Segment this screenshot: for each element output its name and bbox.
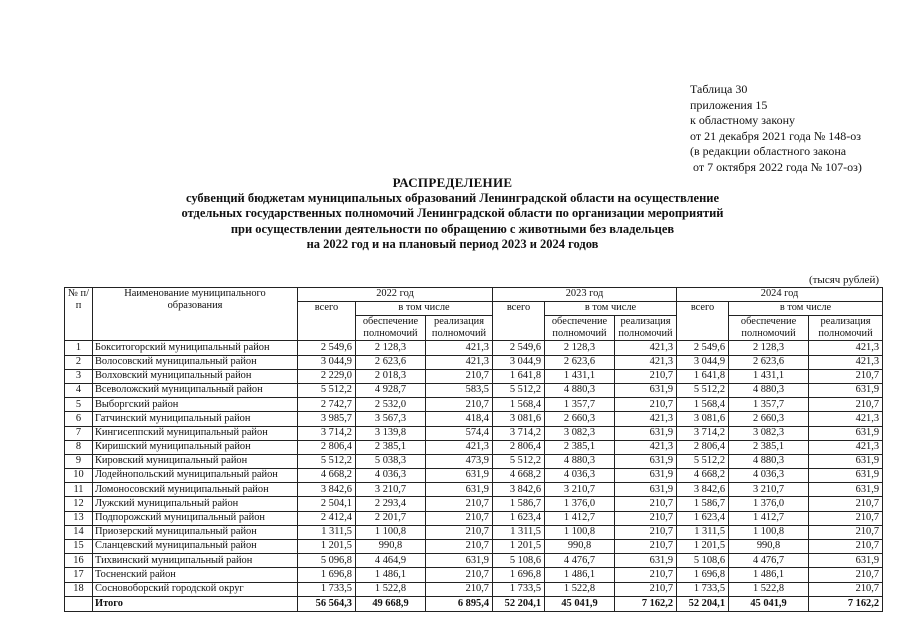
row-name: Приозерский муниципальный район <box>93 525 298 539</box>
row-value: 1 201,5 <box>298 540 356 554</box>
row-name: Лодейнопольский муниципальный район <box>93 469 298 483</box>
heading-line: на 2022 год и на плановый период 2023 и 2024 годов <box>306 237 599 251</box>
reference-line: приложения 15 <box>690 97 768 112</box>
row-value: 210,7 <box>809 568 883 582</box>
row-value: 3 567,3 <box>356 412 426 426</box>
header-sub-provision: обеспечение полномочий <box>356 316 426 341</box>
row-value: 3 714,2 <box>677 426 729 440</box>
document-title: РАСПРЕДЕЛЕНИЕ <box>392 175 513 190</box>
total-label: Итого <box>93 596 298 611</box>
header-total: всего <box>298 302 356 341</box>
row-number: 4 <box>65 383 93 397</box>
row-value: 1 486,1 <box>356 568 426 582</box>
row-value: 1 100,8 <box>729 525 809 539</box>
row-value: 3 842,6 <box>493 483 545 497</box>
row-value: 1 311,5 <box>298 525 356 539</box>
row-value: 3 081,6 <box>677 412 729 426</box>
row-value: 2 201,7 <box>356 511 426 525</box>
row-value: 1 586,7 <box>677 497 729 511</box>
row-value: 210,7 <box>615 369 677 383</box>
row-value: 210,7 <box>426 540 493 554</box>
table-row <box>65 469 883 483</box>
row-value: 4 464,9 <box>356 554 426 568</box>
row-value: 1 522,8 <box>729 582 809 596</box>
row-value: 631,9 <box>615 483 677 497</box>
row-value: 5 512,2 <box>677 454 729 468</box>
row-value: 4 036,3 <box>356 469 426 483</box>
row-value: 421,3 <box>426 341 493 355</box>
row-number: 11 <box>65 483 93 497</box>
row-value: 210,7 <box>426 369 493 383</box>
table-row <box>65 426 883 440</box>
row-value: 2 018,3 <box>356 369 426 383</box>
row-value: 2 504,1 <box>298 497 356 511</box>
header-sub-implementation: реализация полномочий <box>615 316 677 341</box>
row-value: 421,3 <box>809 440 883 454</box>
row-value: 1 357,7 <box>729 398 809 412</box>
row-value: 210,7 <box>615 511 677 525</box>
row-value: 5 512,2 <box>298 454 356 468</box>
table-row <box>65 582 883 596</box>
table-row <box>65 341 883 355</box>
row-name: Сланцевский муниципальный район <box>93 540 298 554</box>
row-value: 210,7 <box>615 525 677 539</box>
row-value: 631,9 <box>809 469 883 483</box>
row-value: 2 293,4 <box>356 497 426 511</box>
row-value: 2 385,1 <box>356 440 426 454</box>
row-value: 2 742,7 <box>298 398 356 412</box>
row-number: 1 <box>65 341 93 355</box>
header-total: всего <box>493 302 545 341</box>
total-value: 6 895,4 <box>426 596 493 611</box>
row-value: 1 586,7 <box>493 497 545 511</box>
header-num: № п/п <box>65 288 93 341</box>
row-value: 631,9 <box>809 454 883 468</box>
row-number: 9 <box>65 454 93 468</box>
row-value: 2 549,6 <box>298 341 356 355</box>
row-name: Кировский муниципальный район <box>93 454 298 468</box>
header-incl: в том числе <box>545 302 677 316</box>
table-row <box>65 440 883 454</box>
row-number: 18 <box>65 582 93 596</box>
row-number: 14 <box>65 525 93 539</box>
row-value: 631,9 <box>809 554 883 568</box>
row-value: 4 668,2 <box>677 469 729 483</box>
row-value: 1 357,7 <box>545 398 615 412</box>
row-value: 5 096,8 <box>298 554 356 568</box>
table-row <box>65 355 883 369</box>
row-value: 210,7 <box>809 398 883 412</box>
row-value: 631,9 <box>809 383 883 397</box>
header-sub-implementation: реализация полномочий <box>426 316 493 341</box>
row-number: 5 <box>65 398 93 412</box>
row-value: 210,7 <box>615 568 677 582</box>
row-value: 631,9 <box>426 469 493 483</box>
reference-block <box>690 82 862 175</box>
row-value: 3 044,9 <box>677 355 729 369</box>
row-value: 1 568,4 <box>493 398 545 412</box>
table-row <box>65 398 883 412</box>
row-number: 15 <box>65 540 93 554</box>
row-value: 2 623,6 <box>356 355 426 369</box>
heading-line: субвенций бюджетам муниципальных образований Ленинградской области на осуществление <box>185 190 720 205</box>
header-total: всего <box>677 302 729 341</box>
header-sub-implementation: реализация полномочий <box>809 316 883 341</box>
row-value: 421,3 <box>809 341 883 355</box>
row-value: 1 486,1 <box>545 568 615 582</box>
reference-line: (в редакции областного закона <box>690 144 847 158</box>
distribution-table <box>64 287 883 612</box>
row-value: 4 928,7 <box>356 383 426 397</box>
reference-line: Таблица 30 <box>690 82 748 96</box>
row-value: 990,8 <box>545 540 615 554</box>
row-value: 5 108,6 <box>677 554 729 568</box>
row-number: 10 <box>65 469 93 483</box>
row-value: 421,3 <box>615 341 677 355</box>
row-value: 1 623,4 <box>677 511 729 525</box>
row-name: Бокситогорский муниципальный район <box>93 341 298 355</box>
row-number: 12 <box>65 497 93 511</box>
row-value: 4 880,3 <box>729 454 809 468</box>
row-value: 631,9 <box>809 483 883 497</box>
row-value: 5 512,2 <box>493 383 545 397</box>
row-name: Лужский муниципальный район <box>93 497 298 511</box>
row-value: 1 696,8 <box>298 568 356 582</box>
table-row <box>65 525 883 539</box>
row-value: 631,9 <box>615 554 677 568</box>
row-value: 631,9 <box>426 554 493 568</box>
row-value: 3 082,3 <box>545 426 615 440</box>
row-value: 3 044,9 <box>493 355 545 369</box>
row-value: 210,7 <box>615 582 677 596</box>
row-value: 2 532,0 <box>356 398 426 412</box>
row-value: 1 522,8 <box>356 582 426 596</box>
row-value: 5 512,2 <box>677 383 729 397</box>
row-value: 1 696,8 <box>677 568 729 582</box>
row-value: 210,7 <box>426 497 493 511</box>
row-value: 631,9 <box>426 483 493 497</box>
total-value: 45 041,9 <box>545 596 615 611</box>
total-value: 56 564,3 <box>298 596 356 611</box>
row-value: 1 311,5 <box>493 525 545 539</box>
row-number: 7 <box>65 426 93 440</box>
row-value: 210,7 <box>426 582 493 596</box>
table-body <box>65 341 883 611</box>
row-value: 421,3 <box>615 412 677 426</box>
row-value: 3 044,9 <box>298 355 356 369</box>
row-value: 2 412,4 <box>298 511 356 525</box>
row-value: 210,7 <box>809 582 883 596</box>
row-value: 3 985,7 <box>298 412 356 426</box>
row-value: 631,9 <box>615 469 677 483</box>
row-value: 210,7 <box>615 497 677 511</box>
row-value: 1 412,7 <box>545 511 615 525</box>
row-value: 2 385,1 <box>729 440 809 454</box>
row-value: 2 806,4 <box>493 440 545 454</box>
row-value: 3 082,3 <box>729 426 809 440</box>
total-value: 7 162,2 <box>615 596 677 611</box>
row-value: 583,5 <box>426 383 493 397</box>
row-name: Тосненский район <box>93 568 298 582</box>
row-value: 421,3 <box>426 440 493 454</box>
row-value: 1 733,5 <box>493 582 545 596</box>
row-value: 2 806,4 <box>298 440 356 454</box>
row-value: 631,9 <box>615 426 677 440</box>
units-label: (тысяч рублей) <box>808 274 879 286</box>
row-value: 1 376,0 <box>729 497 809 511</box>
row-value: 631,9 <box>809 426 883 440</box>
row-value: 210,7 <box>426 568 493 582</box>
row-value: 4 476,7 <box>729 554 809 568</box>
row-value: 2 128,3 <box>729 341 809 355</box>
total-row <box>65 596 883 611</box>
reference-line: к областному закону <box>690 113 796 127</box>
row-value: 4 668,2 <box>493 469 545 483</box>
row-value: 421,3 <box>615 440 677 454</box>
row-value: 631,9 <box>615 383 677 397</box>
row-value: 2 549,6 <box>677 341 729 355</box>
row-name: Выборгский район <box>93 398 298 412</box>
row-value: 1 641,8 <box>493 369 545 383</box>
row-name: Подпорожский муниципальный район <box>93 511 298 525</box>
table-row <box>65 511 883 525</box>
row-value: 1 431,1 <box>729 369 809 383</box>
row-value: 1 100,8 <box>545 525 615 539</box>
row-value: 4 880,3 <box>545 454 615 468</box>
row-value: 4 880,3 <box>545 383 615 397</box>
row-value: 210,7 <box>809 525 883 539</box>
row-name: Гатчинский муниципальный район <box>93 412 298 426</box>
row-value: 1 486,1 <box>729 568 809 582</box>
row-value: 574,4 <box>426 426 493 440</box>
row-value: 1 412,7 <box>729 511 809 525</box>
table-row <box>65 540 883 554</box>
row-name: Киришский муниципальный район <box>93 440 298 454</box>
row-value: 2 128,3 <box>545 341 615 355</box>
total-value: 52 204,1 <box>677 596 729 611</box>
row-value: 3 081,6 <box>493 412 545 426</box>
row-value: 210,7 <box>809 540 883 554</box>
row-number: 3 <box>65 369 93 383</box>
header-incl: в том числе <box>356 302 493 316</box>
row-number: 8 <box>65 440 93 454</box>
row-value: 2 660,3 <box>729 412 809 426</box>
header-incl: в том числе <box>729 302 883 316</box>
total-value: 45 041,9 <box>729 596 809 611</box>
row-value: 2 229,0 <box>298 369 356 383</box>
row-value: 990,8 <box>729 540 809 554</box>
row-value: 1 696,8 <box>493 568 545 582</box>
row-value: 421,3 <box>615 355 677 369</box>
reference-line: от 7 октября 2022 года № 107-оз) <box>690 159 862 174</box>
row-value: 1 522,8 <box>545 582 615 596</box>
row-value: 1 568,4 <box>677 398 729 412</box>
row-value: 421,3 <box>426 355 493 369</box>
header-name: Наименование муниципального образования <box>93 288 298 341</box>
table-row <box>65 568 883 582</box>
row-value: 1 431,1 <box>545 369 615 383</box>
row-value: 210,7 <box>615 540 677 554</box>
row-value: 418,4 <box>426 412 493 426</box>
row-value: 210,7 <box>426 398 493 412</box>
heading-line: отдельных государственных полномочий Ленинградской области по организации мероприятий <box>181 206 724 220</box>
header-year-2024: 2024 год <box>677 288 883 302</box>
row-name: Сосновоборский городской округ <box>93 582 298 596</box>
row-value: 3 842,6 <box>298 483 356 497</box>
row-value: 421,3 <box>809 355 883 369</box>
row-value: 210,7 <box>615 398 677 412</box>
row-value: 1 100,8 <box>356 525 426 539</box>
row-value: 473,9 <box>426 454 493 468</box>
row-value: 5 512,2 <box>493 454 545 468</box>
total-empty-cell <box>65 596 93 611</box>
header-sub-provision: обеспечение полномочий <box>545 316 615 341</box>
total-value: 7 162,2 <box>809 596 883 611</box>
total-value: 49 668,9 <box>356 596 426 611</box>
header-year-2022: 2022 год <box>298 288 493 302</box>
row-value: 4 036,3 <box>729 469 809 483</box>
row-value: 3 210,7 <box>545 483 615 497</box>
row-value: 990,8 <box>356 540 426 554</box>
header-year-2023: 2023 год <box>493 288 677 302</box>
row-value: 4 668,2 <box>298 469 356 483</box>
row-name: Ломоносовский муниципальный район <box>93 483 298 497</box>
row-value: 2 623,6 <box>729 355 809 369</box>
row-value: 1 733,5 <box>677 582 729 596</box>
row-name: Всеволожский муниципальный район <box>93 383 298 397</box>
row-value: 421,3 <box>809 412 883 426</box>
row-name: Волосовский муниципальный район <box>93 355 298 369</box>
table-row <box>65 454 883 468</box>
row-value: 5 512,2 <box>298 383 356 397</box>
heading-line: при осуществлении деятельности по обращению с животными без владельцев <box>230 221 675 236</box>
row-number: 17 <box>65 568 93 582</box>
row-value: 2 128,3 <box>356 341 426 355</box>
row-value: 1 201,5 <box>493 540 545 554</box>
reference-line: от 21 декабря 2021 года № 148-оз <box>690 128 862 143</box>
row-value: 631,9 <box>615 454 677 468</box>
row-value: 210,7 <box>426 511 493 525</box>
row-number: 13 <box>65 511 93 525</box>
row-value: 2 385,1 <box>545 440 615 454</box>
row-value: 4 036,3 <box>545 469 615 483</box>
row-name: Волховский муниципальный район <box>93 369 298 383</box>
row-value: 1 623,4 <box>493 511 545 525</box>
row-value: 1 311,5 <box>677 525 729 539</box>
row-value: 1 733,5 <box>298 582 356 596</box>
row-number: 16 <box>65 554 93 568</box>
row-value: 2 549,6 <box>493 341 545 355</box>
row-value: 3 139,8 <box>356 426 426 440</box>
row-value: 3 714,2 <box>298 426 356 440</box>
row-value: 3 714,2 <box>493 426 545 440</box>
row-value: 1 641,8 <box>677 369 729 383</box>
row-value: 4 880,3 <box>729 383 809 397</box>
row-name: Тихвинский муниципальный район <box>93 554 298 568</box>
row-value: 5 108,6 <box>493 554 545 568</box>
table-row <box>65 383 883 397</box>
row-value: 5 038,3 <box>356 454 426 468</box>
table-row <box>65 412 883 426</box>
row-value: 3 210,7 <box>729 483 809 497</box>
row-number: 6 <box>65 412 93 426</box>
row-value: 1 376,0 <box>545 497 615 511</box>
row-value: 3 842,6 <box>677 483 729 497</box>
header-sub-provision: обеспечение полномочий <box>729 316 809 341</box>
row-value: 210,7 <box>809 511 883 525</box>
table-row <box>65 369 883 383</box>
row-value: 210,7 <box>809 497 883 511</box>
row-value: 2 806,4 <box>677 440 729 454</box>
table-row <box>65 483 883 497</box>
row-value: 2 623,6 <box>545 355 615 369</box>
table-row <box>65 554 883 568</box>
table-row <box>65 497 883 511</box>
row-name: Кингисеппский муниципальный район <box>93 426 298 440</box>
total-value: 52 204,1 <box>493 596 545 611</box>
row-number: 2 <box>65 355 93 369</box>
row-value: 2 660,3 <box>545 412 615 426</box>
row-value: 3 210,7 <box>356 483 426 497</box>
document-heading <box>0 175 905 253</box>
row-value: 1 201,5 <box>677 540 729 554</box>
row-value: 4 476,7 <box>545 554 615 568</box>
row-value: 210,7 <box>426 525 493 539</box>
row-value: 210,7 <box>809 369 883 383</box>
